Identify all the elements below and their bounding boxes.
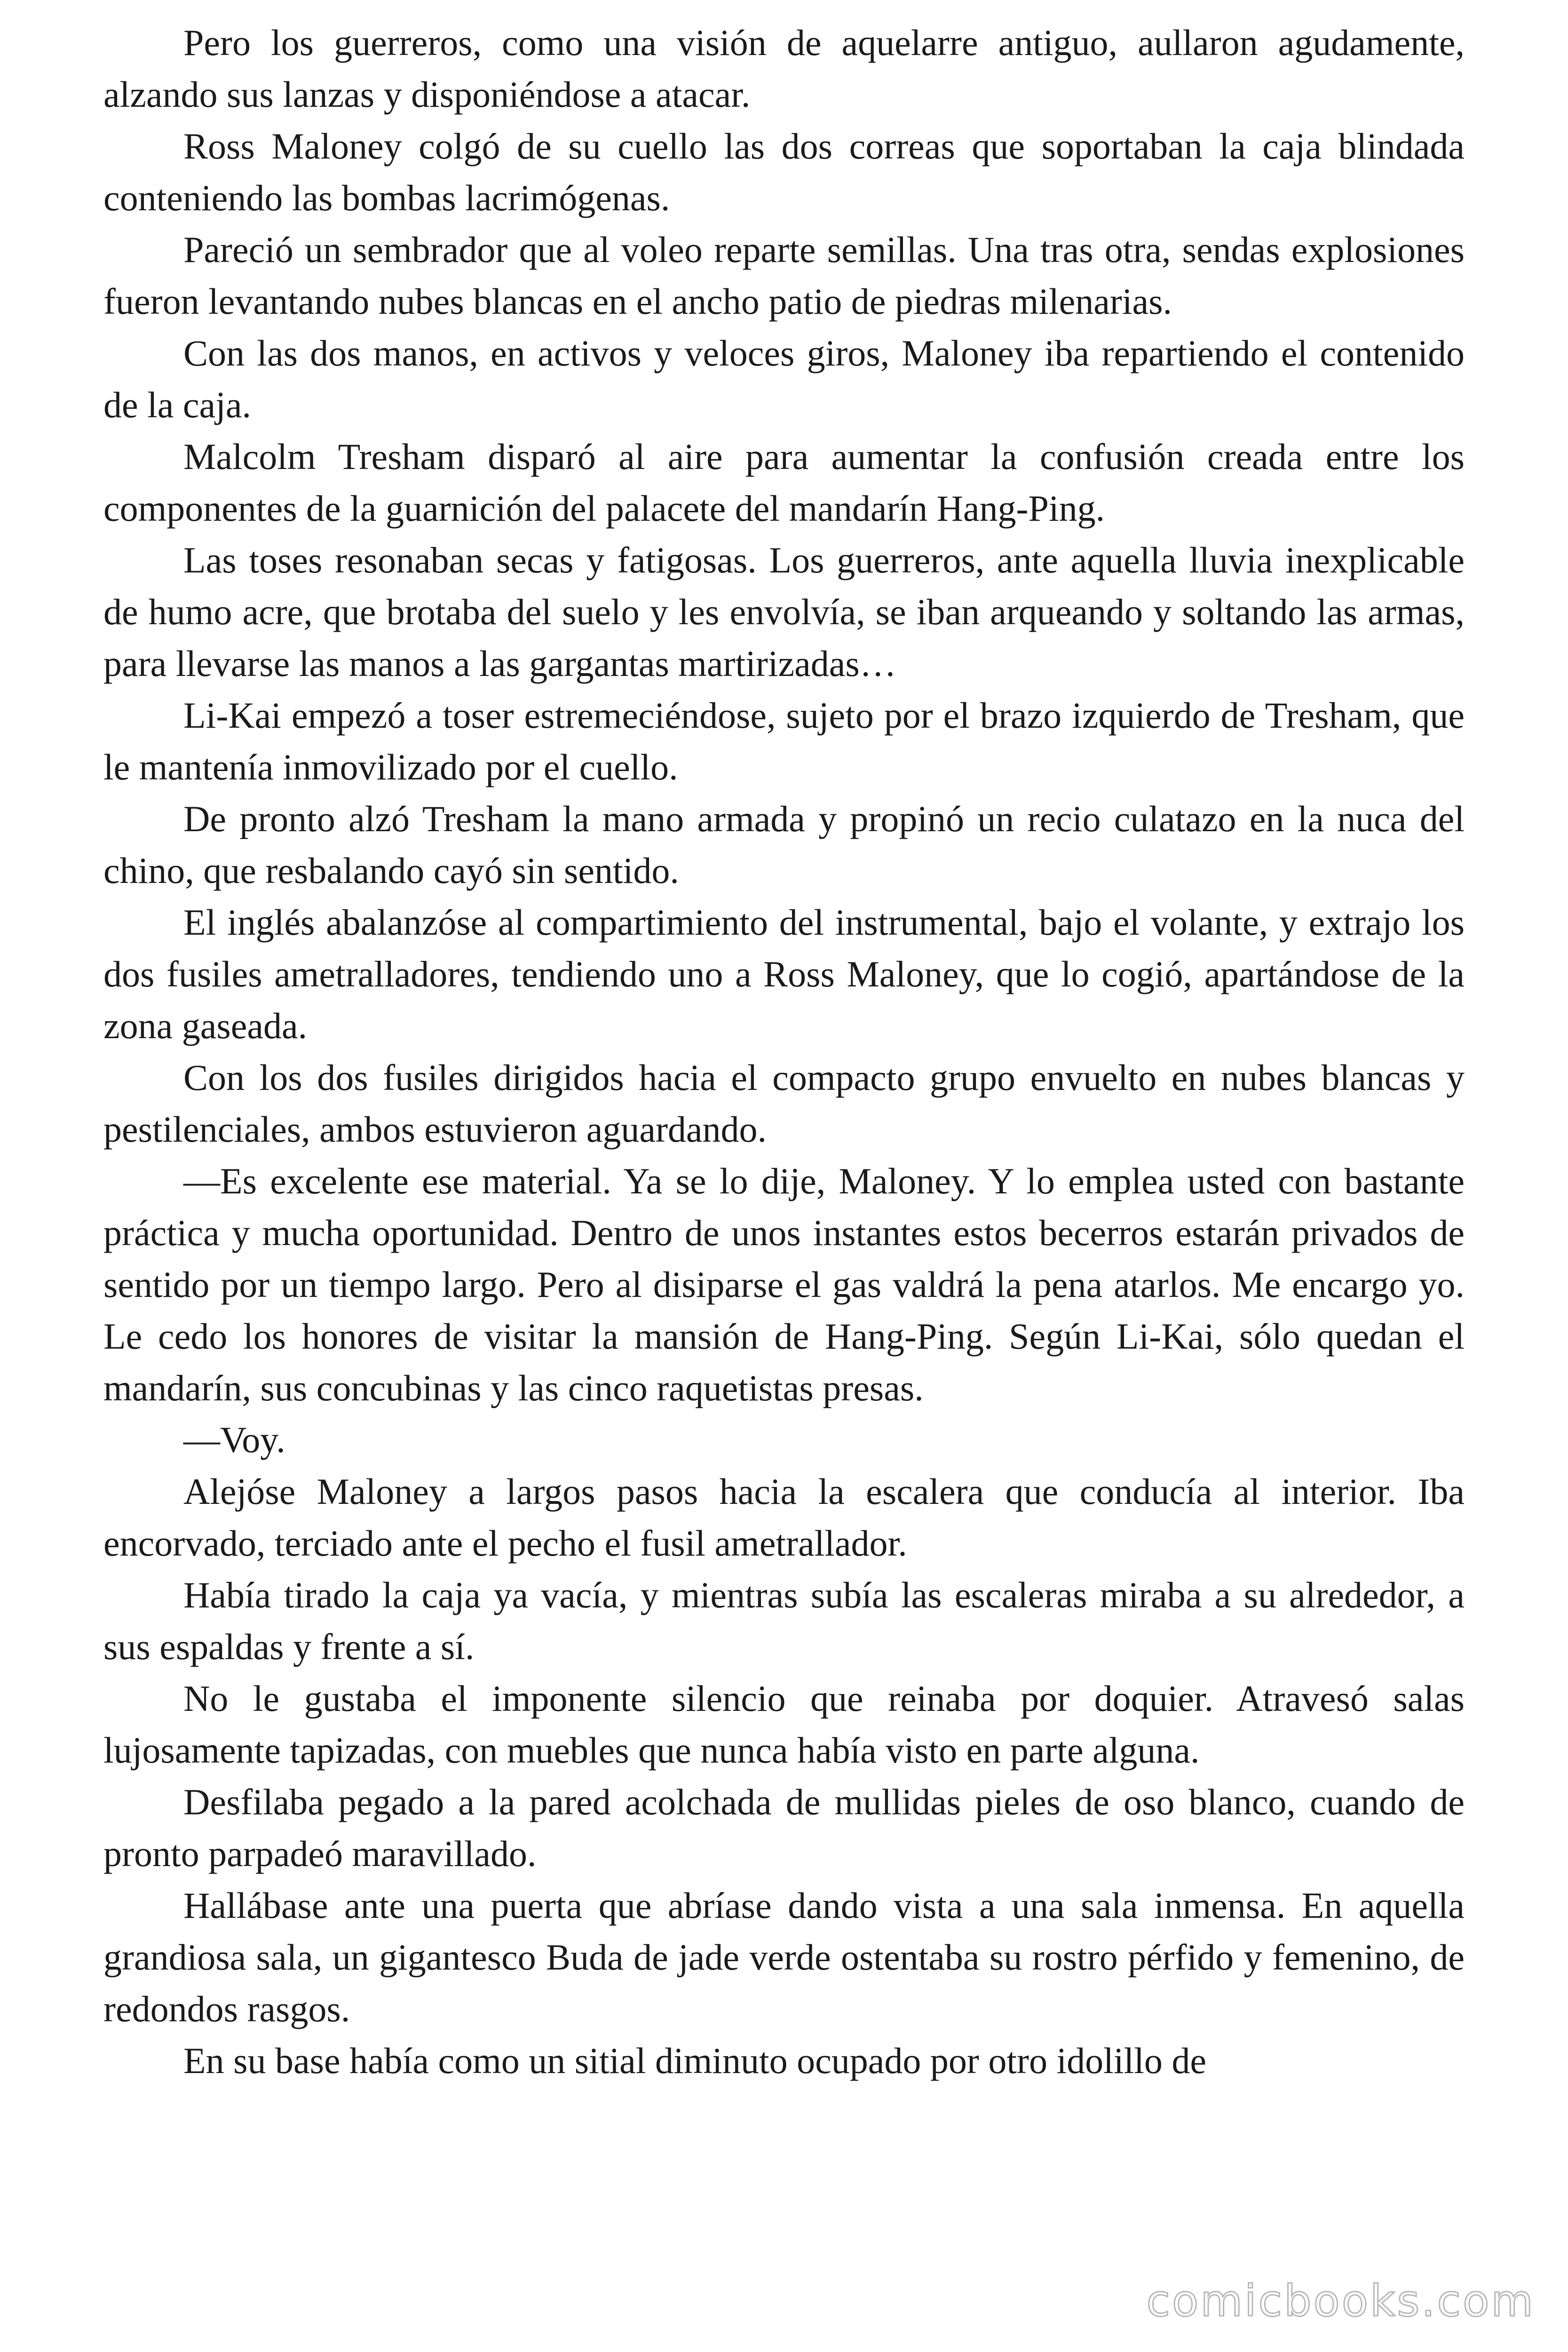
paragraph: Las toses resonaban secas y fatigosas. Los guerreros, ante aquella lluvia inexplicable de humo acre, que brotaba del suelo y les envolvía, se iban arqueando y soltando las armas, para llevarse las manos a las gargantas martirizadas… [103,540,1465,684]
paragraph: Con los dos fusiles dirigidos hacia el compacto grupo envuelto en nubes blancas y pestilenciales, ambos estuvieron aguardando. [103,1057,1465,1150]
watermark: comicbooks.com [1146,2276,1535,2326]
paragraph: Pareció un sembrador que al voleo reparte semillas. Una tras otra, sendas explosiones fueron levantando nubes blancas en el ancho patio de piedras milenarias. [103,229,1465,322]
paragraph: De pronto alzó Tresham la mano armada y propinó un recio culatazo en la nuca del chino, que resbalando cayó sin sentido. [103,798,1465,891]
paragraph: Con las dos manos, en activos y veloces giros, Maloney iba repartiendo el contenido de la caja. [103,333,1465,425]
paragraph: Hallábase ante una puerta que abríase dando vista a una sala inmensa. En aquella grandiosa sala, un gigantesco Buda de jade verde ostentaba su rostro pérfido y femenino, de redondos rasgos. [103,1885,1465,2029]
paragraph: Li-Kai empezó a toser estremeciéndose, sujeto por el brazo izquierdo de Tresham, que le mantenía inmovilizado por el cuello. [103,695,1465,787]
paragraph: —Voy. [183,1419,285,1460]
paragraph: Alejóse Maloney a largos pasos hacia la escalera que conducía al interior. Iba encorvado, terciado ante el pecho el fusil ametrallador. [103,1471,1465,1564]
paragraph: En su base había como un sitial diminuto ocupado por otro idolillo de [183,2040,1206,2081]
paragraph: Malcolm Tresham disparó al aire para aumentar la confusión creada entre los componentes de la guarnición del palacete del mandarín Hang-Ping. [103,436,1465,529]
paragraph: —Es excelente ese material. Ya se lo dije, Maloney. Y lo emplea usted con bastante práctica y mucha oportunidad. Dentro de unos instantes estos becerros estarán privados de sentido por un tiempo largo. Pero al disiparse el gas valdrá la pena atarlos. Me encargo yo. Le cedo los honores de visitar la mansión de Hang-Ping. Según Li-Kai, sólo quedan el mandarín, sus concubinas y las cinco raquetistas presas. [103,1160,1465,1408]
paragraph: El inglés abalanzóse al compartimiento del instrumental, bajo el volante, y extrajo los dos fusiles ametralladores, tendiendo uno a Ross Maloney, que lo cogió, apartándose de la zona gaseada. [103,902,1465,1046]
paragraph: Pero los guerreros, como una visión de aquelarre antiguo, aullaron agudamente, alzando sus lanzas y disponiéndose a atacar. [103,22,1465,115]
page-body [103,17,1465,2087]
paragraph: No le gustaba el imponente silencio que reinaba por doquier. Atravesó salas lujosamente tapizadas, con muebles que nunca había visto en parte alguna. [103,1678,1465,1771]
paragraph: Ross Maloney colgó de su cuello las dos correas que soportaban la caja blindada conteniendo las bombas lacrimógenas. [103,126,1465,218]
paragraph: Desfilaba pegado a la pared acolchada de mullidas pieles de oso blanco, cuando de pronto parpadeó maravillado. [103,1781,1465,1874]
paragraph: Había tirado la caja ya vacía, y mientras subía las escaleras miraba a su alrededor, a sus espaldas y frente a sí. [103,1574,1465,1667]
